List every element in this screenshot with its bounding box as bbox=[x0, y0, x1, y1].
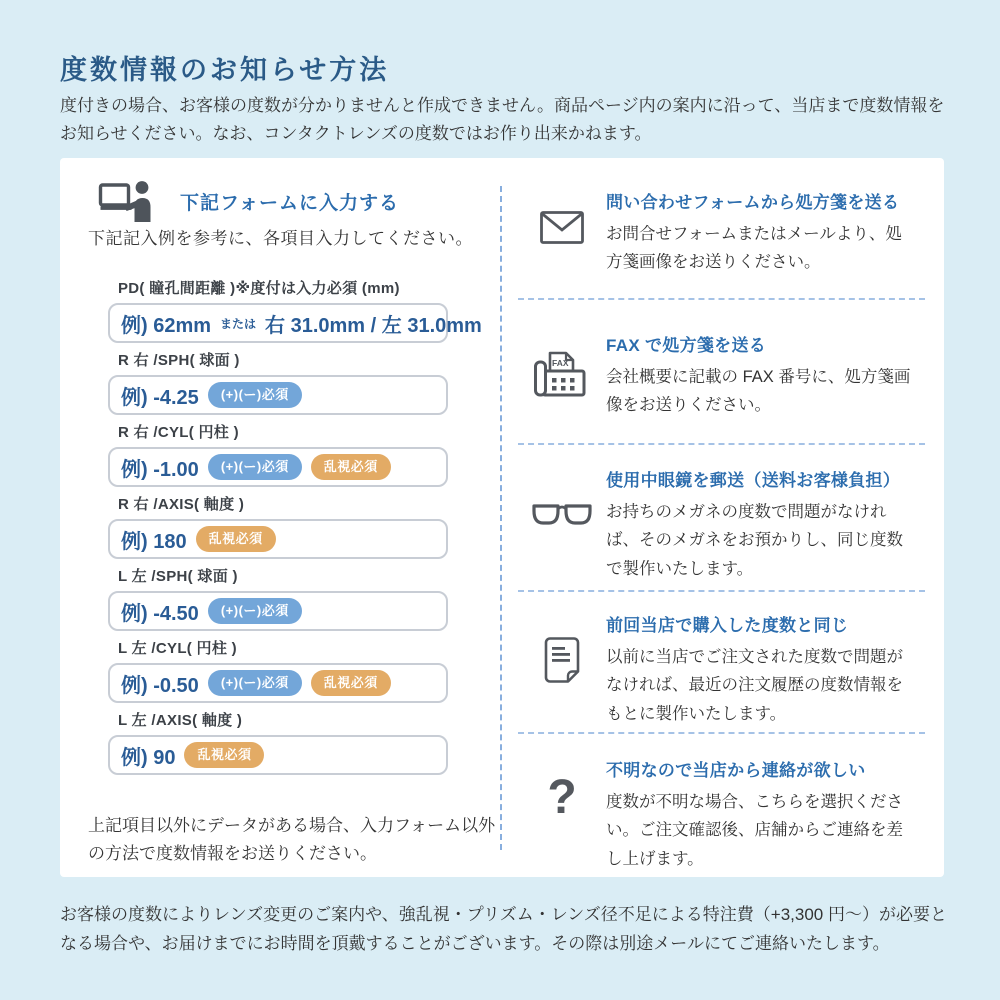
field-label-axis-right: R 右 /AXIS( 軸度 ) bbox=[118, 496, 245, 513]
axis-right-input[interactable] bbox=[108, 519, 448, 559]
footer-note: お客様の度数によりレンズ変更のご案内や、強乱視・プリズム・レンズ径不足による特注費（+3,300 円〜）が必要となる場合や、お届けまでにお時間を頂戴することがございます。その際は別途メールにてご連絡いたします。 bbox=[60, 905, 947, 953]
example-value: 例) -4.25 bbox=[121, 386, 199, 409]
cyl-right-input[interactable] bbox=[108, 447, 448, 487]
method-contact-form bbox=[518, 188, 928, 277]
method-title: 前回当店で購入した度数と同じ bbox=[606, 616, 849, 635]
plus-minus-required-badge: (+)(ー)必須 bbox=[208, 598, 302, 624]
method-text: お問合せフォームまたはメールより、処方箋画像をお送りください。 bbox=[606, 225, 902, 272]
example-value: 例) -4.50 bbox=[121, 602, 199, 625]
section-divider bbox=[518, 298, 925, 300]
method-title: 使用中眼鏡を郵送（送料お客様負担） bbox=[606, 471, 901, 490]
form-section-heading: 下記フォームに入力する bbox=[180, 192, 400, 214]
pd-input[interactable] bbox=[108, 303, 482, 343]
field-label-cyl-left: L 左 /CYL( 円柱 ) bbox=[118, 640, 237, 657]
vertical-divider bbox=[500, 186, 502, 850]
method-text: お持ちのメガネの度数で問題がなければ、そのメガネをお預かりし、同じ度数で製作いたします。 bbox=[606, 503, 903, 578]
method-title: FAX で処方箋を送る bbox=[606, 336, 767, 355]
plus-minus-required-badge: (+)(ー)必須 bbox=[208, 382, 302, 408]
form-section-header bbox=[98, 180, 399, 222]
section-divider bbox=[518, 732, 925, 734]
example-value-tail: 右 31.0mm / 左 31.0mm bbox=[265, 314, 482, 337]
form-note: 上記項目以外にデータがある場合、入力フォーム以外の方法で度数情報をお送りください。 bbox=[88, 816, 496, 863]
sph-left-input[interactable] bbox=[108, 591, 448, 631]
section-divider bbox=[518, 590, 925, 592]
astigmatism-required-badge: 乱視必須 bbox=[196, 526, 276, 552]
field-label-axis-left: L 左 /AXIS( 軸度 ) bbox=[118, 712, 243, 729]
method-mail-glasses bbox=[518, 466, 928, 583]
main-card bbox=[60, 158, 944, 877]
question-glyph: ? bbox=[547, 771, 577, 824]
page-title: 度数情報のお知らせ方法 bbox=[60, 55, 390, 85]
method-text: 度数が不明な場合、こちらを選択ください。ご注文確認後、店舗からご連絡を差し上げます。 bbox=[606, 793, 903, 868]
prescription-form-example bbox=[108, 280, 482, 784]
plus-minus-required-badge: (+)(ー)必須 bbox=[208, 454, 302, 480]
method-previous-order bbox=[518, 611, 928, 728]
cyl-left-input[interactable] bbox=[108, 663, 448, 703]
example-or-text: または bbox=[220, 316, 257, 331]
envelope-icon bbox=[518, 188, 606, 277]
person-at-monitor-icon bbox=[98, 180, 154, 222]
method-title: 問い合わせフォームから処方箋を送る bbox=[606, 193, 900, 212]
svg-text:FAX: FAX bbox=[552, 358, 569, 368]
astigmatism-required-badge: 乱視必須 bbox=[311, 670, 391, 696]
example-value: 例) 180 bbox=[121, 530, 187, 553]
example-value: 例) 62mm bbox=[121, 314, 212, 337]
method-fax bbox=[518, 331, 928, 420]
field-label-pd: PD( 瞳孔間距離 )※度付は入力必須 (mm) bbox=[118, 280, 400, 297]
fax-icon bbox=[518, 331, 606, 420]
example-value: 例) -0.50 bbox=[121, 674, 199, 697]
form-instruction: 下記記入例を参考に、各項目入力してください。 bbox=[88, 229, 473, 248]
document-icon bbox=[518, 611, 606, 728]
field-label-sph-right: R 右 /SPH( 球面 ) bbox=[118, 352, 240, 369]
field-label-sph-left: L 左 /SPH( 球面 ) bbox=[118, 568, 238, 585]
section-divider bbox=[518, 443, 925, 445]
plus-minus-required-badge: (+)(ー)必須 bbox=[208, 670, 302, 696]
example-value: 例) -1.00 bbox=[121, 458, 199, 481]
field-label-cyl-right: R 右 /CYL( 円柱 ) bbox=[118, 424, 239, 441]
example-value: 例) 90 bbox=[121, 746, 176, 769]
method-unknown-contact bbox=[518, 756, 928, 873]
question-icon bbox=[518, 756, 606, 873]
method-title: 不明なので当店から連絡が欲しい bbox=[606, 761, 866, 780]
astigmatism-required-badge: 乱視必須 bbox=[184, 742, 264, 768]
sph-right-input[interactable] bbox=[108, 375, 448, 415]
astigmatism-required-badge: 乱視必須 bbox=[311, 454, 391, 480]
intro-text: 度付きの場合、お客様の度数が分かりませんと作成できません。商品ページ内の案内に沿って、当店まで度数情報をお知らせください。なお、コンタクトレンズの度数ではお作り出来かねます。 bbox=[60, 96, 945, 143]
method-text: 以前に当店でご注文された度数で問題がなければ、最近の注文履歴の度数情報をもとに製作いたします。 bbox=[606, 648, 903, 723]
method-text: 会社概要に記載の FAX 番号に、処方箋画像をお送りください。 bbox=[606, 368, 911, 415]
glasses-icon bbox=[518, 466, 606, 583]
axis-left-input[interactable] bbox=[108, 735, 448, 775]
